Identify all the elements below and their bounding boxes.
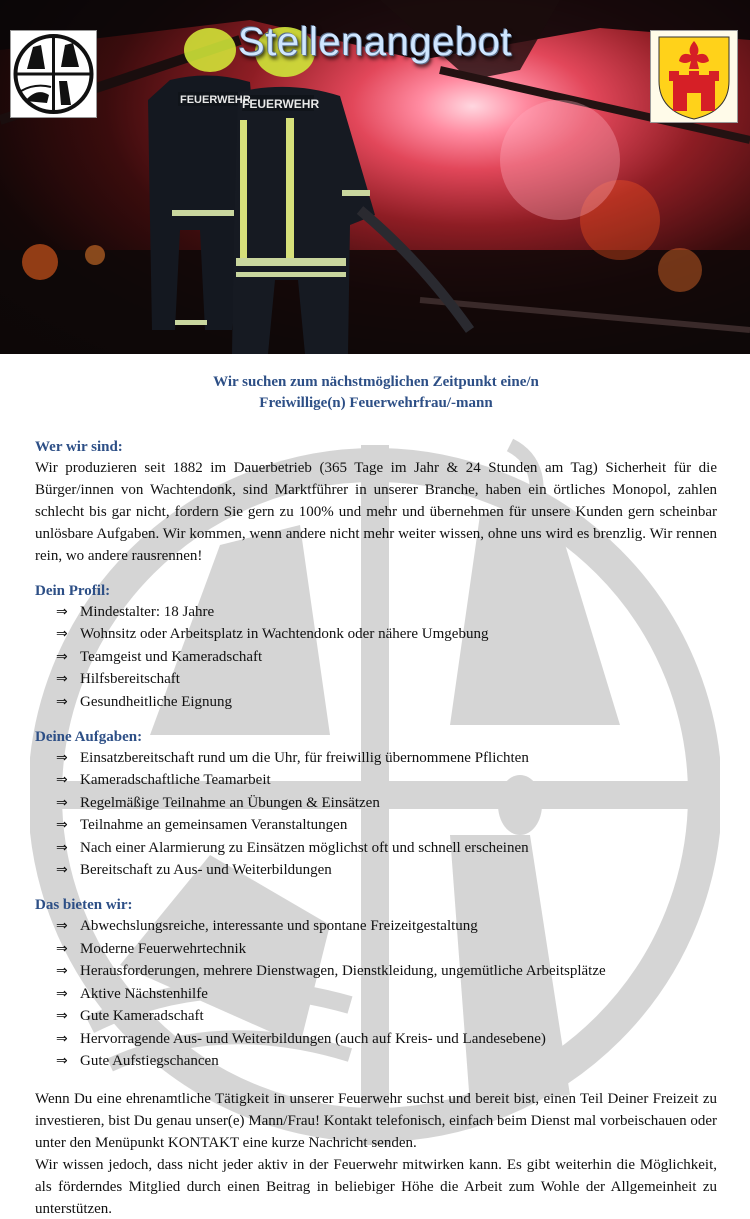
arrow-icon: ⇒: [56, 772, 68, 789]
headline: [35, 372, 717, 414]
arrow-icon: ⇒: [56, 626, 68, 643]
list-item: [56, 837, 717, 859]
list-item-text: Teilnahme an gemeinsamen Veranstaltungen: [80, 817, 348, 834]
list-item: [56, 601, 717, 623]
list-item-text: Gute Aufstiegschancen: [80, 1052, 219, 1069]
list-item-text: Mindestalter: 18 Jahre: [80, 604, 215, 620]
arrow-icon: ⇒: [56, 985, 68, 1002]
list-item: [56, 960, 717, 982]
arrow-icon: ⇒: [56, 862, 68, 879]
arrow-icon: ⇒: [56, 648, 68, 665]
jacket-label-right: FEUERWEHR: [242, 97, 320, 111]
list-item-text: Herausforderungen, mehrere Dienstwagen, Dienstkleidung, ungemütliche Arbeitsplätze: [80, 963, 606, 980]
arrow-icon: ⇒: [56, 671, 68, 688]
job-posting-content: [35, 372, 717, 1219]
closing-paragraph-supporting-member: Wir wissen jedoch, dass nicht jeder aktiv in der Feuerwehr mitwirken kann. Es gibt weiterhin die Möglichkeit, als förderndes Mitglied durch einen Beitrag in beliebiger Höhe die Arbeit zum Wohle der Allgemeinheit zu unterstützen.: [35, 1157, 717, 1218]
page-title: Stellenangebot: [238, 20, 512, 64]
list-item: [56, 938, 717, 960]
list-item-text: Moderne Feuerwehrtechnik: [80, 940, 247, 957]
list-item: [56, 623, 717, 645]
list-item: [56, 691, 717, 713]
arrow-icon: ⇒: [56, 839, 68, 856]
arrow-icon: ⇒: [56, 604, 68, 620]
arrow-icon: ⇒: [56, 918, 68, 935]
list-item: [56, 1005, 717, 1027]
list-item: [56, 814, 717, 836]
headline-line-2: Freiwillige(n) Feuerwehrfrau/-mann: [259, 395, 493, 411]
list-item: [56, 859, 717, 881]
arrow-icon: ⇒: [56, 1030, 68, 1047]
coat-of-arms-icon: [651, 31, 737, 122]
list-item-text: Teamgeist und Kameradschaft: [80, 648, 263, 665]
arrow-icon: ⇒: [56, 963, 68, 980]
list-item-text: Einsatzbereitschaft rund um die Uhr, für freiwillig übernommene Pflichten: [80, 750, 529, 767]
tasks-list: [56, 747, 717, 881]
list-item-text: Gute Kameradschaft: [80, 1008, 204, 1025]
list-item: [56, 668, 717, 690]
list-item: [56, 747, 717, 769]
arrow-icon: ⇒: [56, 750, 68, 767]
arrow-icon: ⇒: [56, 940, 68, 957]
list-item-text: Hilfsbereitschaft: [80, 671, 180, 688]
coat-of-arms-logo: [650, 30, 738, 123]
header-photo-firefighters: [0, 0, 750, 354]
list-item: [56, 915, 717, 937]
fire-brigade-emblem-icon: [11, 31, 96, 117]
list-item-text: Aktive Nächstenhilfe: [80, 985, 208, 1002]
list-item-text: Bereitschaft zu Aus- und Weiterbildungen: [80, 862, 332, 879]
list-item-text: Regelmäßige Teilnahme an Übungen & Einsätzen: [80, 794, 380, 811]
list-item: [56, 769, 717, 791]
fire-brigade-emblem-logo: [10, 30, 97, 118]
section-title-offer: Das bieten wir:: [35, 897, 133, 914]
list-item-text: Gesundheitliche Eignung: [80, 693, 233, 710]
section-title-about: Wer wir sind:: [35, 439, 123, 455]
list-item-text: Nach einer Alarmierung zu Einsätzen möglichst oft und schnell erscheinen: [80, 839, 529, 856]
arrow-icon: ⇒: [56, 1008, 68, 1025]
profile-list: [56, 601, 717, 713]
closing-paragraph-contact: Wenn Du eine ehrenamtliche Tätigkeit in unserer Feuerwehr suchst und bereit bist, einen Teil Deiner Freizeit zu investieren, bist Du genau unser(e) Mann/Frau! Kontakt telefonisch, einfach beim Dienst mal vorbeischauen oder unter den Menüpunkt KONTAKT eine kurze Nachricht senden.: [35, 1091, 717, 1152]
list-item: [56, 983, 717, 1005]
list-item: [56, 646, 717, 668]
section-title-tasks: Deine Aufgaben:: [35, 729, 143, 746]
jacket-label-left: FEUERWEHR: [180, 94, 251, 106]
about-paragraph: Wir produzieren seit 1882 im Dauerbetrieb (365 Tage im Jahr & 24 Stunden am Tag) Sicherheit für die Bürger/innen von Wachtendonk, sind Marktführer in unserer Branche, haben ein örtliches Monopol, zahlen schlecht bis gar nicht, fordern Sie gern zu 100% und mehr und übernehmen für unsere Kunden gern scheinbar unlösbare Aufgaben. Wir kommen, wenn andere nicht mehr weiter wissen, ohne uns wird es brenzlig. Wir rennen rein, wo andere rausrennen!: [35, 460, 717, 564]
headline-line-1: Wir suchen zum nächstmöglichen Zeitpunkt eine/n: [213, 374, 539, 390]
list-item: [56, 1028, 717, 1050]
list-item-text: Wohnsitz oder Arbeitsplatz in Wachtendonk oder nähere Umgebung: [80, 626, 489, 643]
list-item: [56, 1050, 717, 1072]
section-title-profile: Dein Profil:: [35, 583, 111, 599]
arrow-icon: ⇒: [56, 693, 68, 710]
list-item-text: Kameradschaftliche Teamarbeit: [80, 772, 271, 789]
arrow-icon: ⇒: [56, 817, 68, 834]
list-item-text: Abwechslungsreiche, interessante und spontane Freizeitgestaltung: [80, 918, 478, 935]
arrow-icon: ⇒: [56, 1052, 68, 1069]
offer-list: [56, 915, 717, 1072]
list-item: [56, 792, 717, 814]
list-item-text: Hervorragende Aus- und Weiterbildungen (auch auf Kreis- und Landesebene): [80, 1030, 546, 1047]
arrow-icon: ⇒: [56, 794, 68, 811]
